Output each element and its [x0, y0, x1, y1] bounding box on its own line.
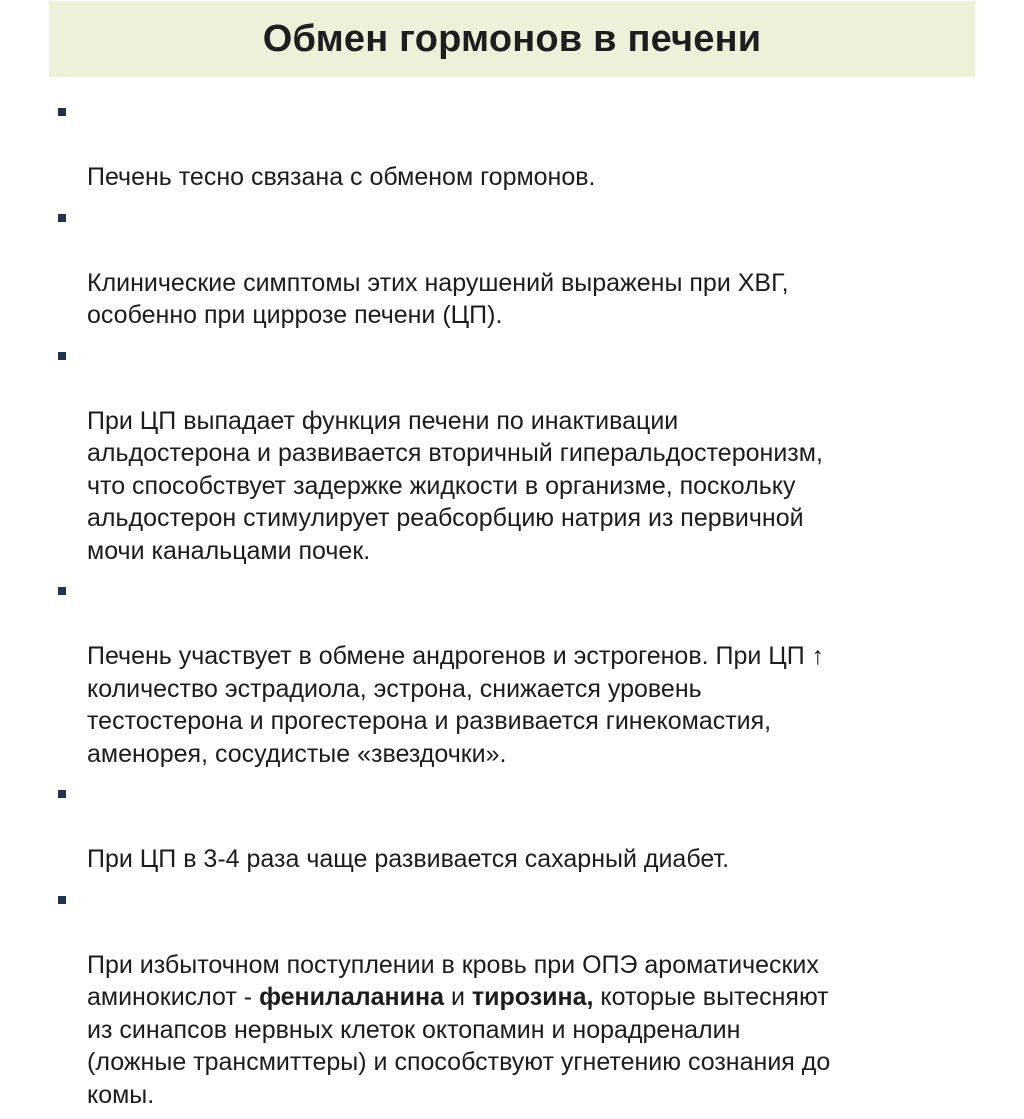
square-bullet-icon	[58, 896, 66, 904]
square-bullet-icon	[58, 108, 66, 116]
bold-term-tyrosine: тирозина,	[471, 983, 594, 1011]
bullet-item	[52, 96, 982, 194]
bullet-text-part: и	[444, 983, 472, 1011]
bullet-text: Печень участвует в обмене андрогенов и эстрогенов. При ЦП ↑ количество эстрадиола, эстрона, снижается уровень тестостерона и прогестерона и развивается гинекомастия, аменорея, сосудистые «звездочки».	[87, 642, 825, 768]
bullet-text: При ЦП выпадает функция печени по инактивации альдостерона и развивается вторичный гиперальдостеронизм, что способствует задержке жидкости в организме, поскольку альдостерон стимулирует реабсорбцию натрия из первичной мочи канальцами почек.	[87, 406, 823, 565]
bullet-text: Клинические симптомы этих нарушений выражены при ХВГ, особенно при циррозе печени (ЦП).	[87, 268, 789, 329]
title-bar	[49, 1, 975, 77]
bullet-text-part: При избыточном поступлении в кровь при ОПЭ ароматических аминокислот -	[87, 950, 819, 1011]
bullet-text: Печень тесно связана с обменом гормонов.	[87, 163, 596, 191]
slide-title: Обмен гормонов в печени	[262, 17, 762, 60]
bullet-item	[52, 340, 982, 568]
square-bullet-icon	[58, 790, 66, 798]
bullet-item	[52, 778, 982, 876]
square-bullet-icon	[58, 214, 66, 222]
bullet-item	[52, 202, 982, 332]
bullet-text: При ЦП в 3-4 раза чаще развивается сахарный диабет.	[87, 845, 730, 873]
square-bullet-icon	[58, 352, 66, 360]
bullet-text-part: которые вытесняют из синапсов нервных клеток октопамин и норадреналин (ложные трансмиттеры) и способствуют угнетению сознания до комы.	[87, 983, 831, 1109]
bold-term-phenylalanine: фенилаланина	[259, 983, 445, 1011]
bullet-item	[52, 575, 982, 770]
bullet-list	[52, 96, 982, 1119]
bullet-item	[52, 884, 982, 1112]
square-bullet-icon	[58, 587, 66, 595]
